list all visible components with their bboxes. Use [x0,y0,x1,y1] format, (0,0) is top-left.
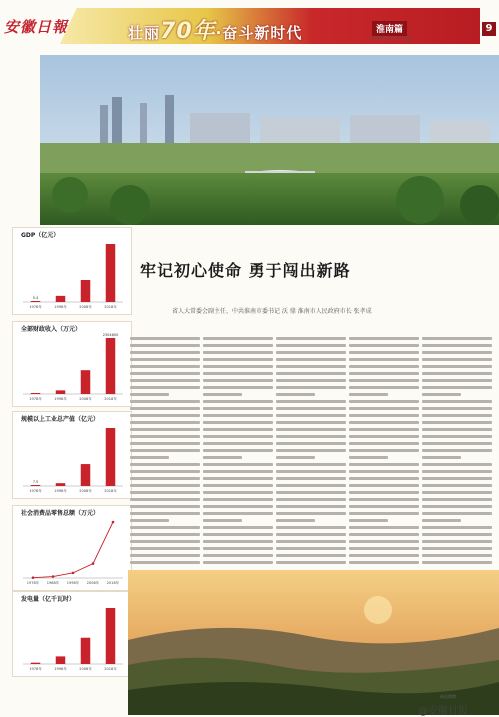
chart-industrial-plot [13,412,131,498]
article-body [130,337,490,567]
text-line [276,498,346,501]
text-line [203,456,242,459]
data-label: 5.4 [32,296,39,300]
tick-label: 2018年 [104,489,117,493]
text-line [203,442,273,445]
text-line [422,512,492,515]
text-line [203,428,273,431]
bar [81,464,91,486]
text-line [276,456,315,459]
text-line [349,456,388,459]
chart-title: GDP（亿元） [21,232,60,239]
text-line [349,554,419,557]
text-line [422,526,492,529]
text-line [349,435,419,438]
statistics-charts [8,225,126,715]
text-line [276,435,346,438]
banner-part1: 壮丽 [128,24,161,42]
text-line [203,365,273,368]
data-label: 7.5 [32,480,39,484]
text-line [203,379,273,382]
text-line [422,505,492,508]
text-line [349,547,419,550]
text-line [203,477,273,480]
chart-gdp [12,227,132,315]
tick-label: 2018年 [104,397,117,401]
text-line [349,400,419,403]
text-line [203,449,273,452]
text-line [276,484,346,487]
text-line [349,505,419,508]
text-line [203,470,273,473]
text-line [422,372,492,375]
text-line [422,470,492,473]
text-line [276,337,346,340]
text-line [422,421,492,424]
text-line [349,428,419,431]
text-line [203,540,273,543]
text-line [349,463,419,466]
text-line [349,386,419,389]
text-line [276,442,346,445]
text-line [422,491,492,494]
section-tag: 淮南篇 [372,21,407,36]
chart-retail-sales [12,505,132,591]
text-line [203,498,273,501]
page-number: 9 [482,22,496,36]
weibo-watermark: @安徽日报 [418,706,468,717]
bar [31,663,41,664]
text-line [349,477,419,480]
text-line [276,428,346,431]
chart-industrial-output [12,411,132,499]
tick-label: 2018年 [106,581,120,585]
chart-fiscal-revenue [12,321,132,407]
text-line [130,533,200,536]
text-line [203,421,273,424]
text-line [349,498,419,501]
bar [56,296,66,302]
text-line [276,470,346,473]
text-line [203,414,273,417]
bar [56,656,66,664]
text-line [203,554,273,557]
text-line [276,554,346,557]
text-line [349,449,419,452]
city-skyline-image [40,55,499,225]
text-line [276,421,346,424]
text-line [130,421,200,424]
text-line [130,372,200,375]
text-line [349,561,419,564]
tick-label: 1988年 [46,581,60,585]
tick-label: 1998年 [54,397,67,401]
tick-label: 1998年 [54,305,67,309]
text-line [422,386,492,389]
chart-retail-plot [13,506,131,590]
article-headline: 牢记初心使命 勇于闯出新路 [140,261,351,280]
text-line [130,519,169,522]
text-line [349,540,419,543]
text-line [422,428,492,431]
text-line [203,386,273,389]
tick-label: 2018年 [104,667,117,671]
tick-label: 2008年 [79,305,92,309]
text-line [130,365,200,368]
text-line [349,533,419,536]
text-line [203,463,273,466]
chart-title: 规模以上工业总产值（亿元） [21,416,100,423]
text-line [130,498,200,501]
text-column [203,337,273,567]
text-line [203,407,273,410]
text-line [130,470,200,473]
text-line [349,421,419,424]
text-line [276,561,346,564]
text-line [130,344,200,347]
bar [56,483,66,486]
text-line [349,470,419,473]
tick-label: 1998年 [54,667,67,671]
tick-label: 1998年 [66,581,80,585]
text-line [422,414,492,417]
text-column [130,337,200,567]
text-line [422,540,492,543]
chart-gdp-plot [13,228,131,314]
text-line [422,533,492,536]
text-line [130,491,200,494]
text-line [276,512,346,515]
text-line [349,337,419,340]
text-line [203,435,273,438]
text-line [422,344,492,347]
text-line [349,358,419,361]
bar [31,485,41,486]
text-line [422,400,492,403]
bar [81,280,91,302]
text-line [130,540,200,543]
text-line [422,456,461,459]
text-line [203,484,273,487]
chart-power-plot [13,592,131,676]
text-line [130,386,200,389]
text-line [422,484,492,487]
text-line [422,358,492,361]
tick-label: 1978年 [29,397,42,401]
text-line [130,442,200,445]
tick-label: 2008年 [79,489,92,493]
text-line [130,414,200,417]
text-line [276,358,346,361]
text-line [203,491,273,494]
text-line [130,547,200,550]
text-line [422,519,461,522]
text-line [276,449,346,452]
text-line [203,547,273,550]
text-line [203,337,273,340]
text-column [422,337,492,567]
text-line [422,379,492,382]
text-line [130,435,200,438]
text-line [203,372,273,375]
text-column [276,337,346,567]
text-line [130,463,200,466]
text-line [276,393,315,396]
tick-label: 2008年 [79,397,92,401]
bar [81,638,91,664]
text-line [130,351,200,354]
text-line [422,547,492,550]
tick-label: 1978年 [26,581,40,585]
text-line [130,449,200,452]
text-line [130,477,200,480]
text-line [130,393,169,396]
bar [56,390,66,394]
tick-label: 1998年 [54,489,67,493]
tick-label: 1978年 [29,305,42,309]
text-line [130,379,200,382]
text-line [422,463,492,466]
series-line [33,522,113,578]
text-line [130,561,200,564]
text-line [203,519,242,522]
text-line [276,533,346,536]
text-line [349,365,419,368]
tick-label: 2008年 [86,581,100,585]
text-line [349,519,388,522]
text-line [349,526,419,529]
text-line [349,484,419,487]
text-line [422,351,492,354]
text-line [203,526,273,529]
text-line [349,393,388,396]
bar [106,244,116,302]
text-line [422,561,492,564]
text-line [130,428,200,431]
text-line [276,526,346,529]
newspaper-logo: 安徽日報 [4,18,69,36]
banner-title [128,14,302,45]
text-line [130,358,200,361]
text-line [276,540,346,543]
text-line [422,442,492,445]
text-line [349,351,419,354]
text-line [276,547,346,550]
text-line [130,505,200,508]
text-line [349,442,419,445]
text-line [276,365,346,368]
text-line [422,365,492,368]
text-line [422,435,492,438]
bar [106,428,116,486]
bar [106,608,116,664]
text-line [422,554,492,557]
banner-big: 70年 [160,19,216,44]
text-line [130,407,200,410]
text-line [276,351,346,354]
text-line [422,407,492,410]
text-line [276,463,346,466]
text-line [130,337,200,340]
text-line [422,337,492,340]
text-line [276,477,346,480]
text-line [349,491,419,494]
text-line [203,351,273,354]
text-line [276,386,346,389]
text-line [276,407,346,410]
tick-label: 1978年 [29,489,42,493]
text-line [203,512,273,515]
text-line [349,512,419,515]
text-line [276,379,346,382]
text-line [130,484,200,487]
text-line [203,400,273,403]
tick-label: 2008年 [79,667,92,671]
watermark-sub: 新浪微博 [440,694,456,699]
text-line [203,533,273,536]
bar [31,301,41,302]
text-line [276,491,346,494]
chart-title: 社会消费品零售总额（万元） [21,510,100,517]
chart-power-generation [12,591,132,677]
tick-label: 1978年 [29,667,42,671]
text-line [276,519,315,522]
text-line [203,505,273,508]
chart-title: 发电量（亿千瓦时） [21,596,76,603]
hero-photo [40,55,499,225]
article-byline: 省人大常委会副主任、中共淮南市委书记 沃 鼎 淮南市人民政府市长 张孝成 [172,308,372,315]
text-line [276,414,346,417]
bar [106,338,116,394]
text-line [130,456,169,459]
text-line [203,358,273,361]
text-line [203,393,242,396]
bar [31,393,41,394]
text-line [130,526,200,529]
bar [81,370,91,394]
text-line [203,561,273,564]
data-label: 2304600 [102,333,119,337]
text-line [349,414,419,417]
text-line [276,372,346,375]
text-line [349,372,419,375]
chart-fiscal-plot [13,322,131,406]
text-line [349,379,419,382]
dateline: 2019年9月21日 星期六 [370,36,414,41]
text-line [130,512,200,515]
tick-label: 2018年 [104,305,117,309]
text-line [203,344,273,347]
chart-title: 全部财政收入（万元） [21,326,82,333]
text-line [349,344,419,347]
text-line [422,449,492,452]
text-line [349,407,419,410]
text-line [130,554,200,557]
text-line [422,498,492,501]
text-line [422,393,461,396]
text-line [422,477,492,480]
text-line [130,400,200,403]
text-line [276,505,346,508]
banner-part2: ·奋斗新时代 [215,24,303,42]
text-column [349,337,419,567]
text-line [276,400,346,403]
text-line [276,344,346,347]
